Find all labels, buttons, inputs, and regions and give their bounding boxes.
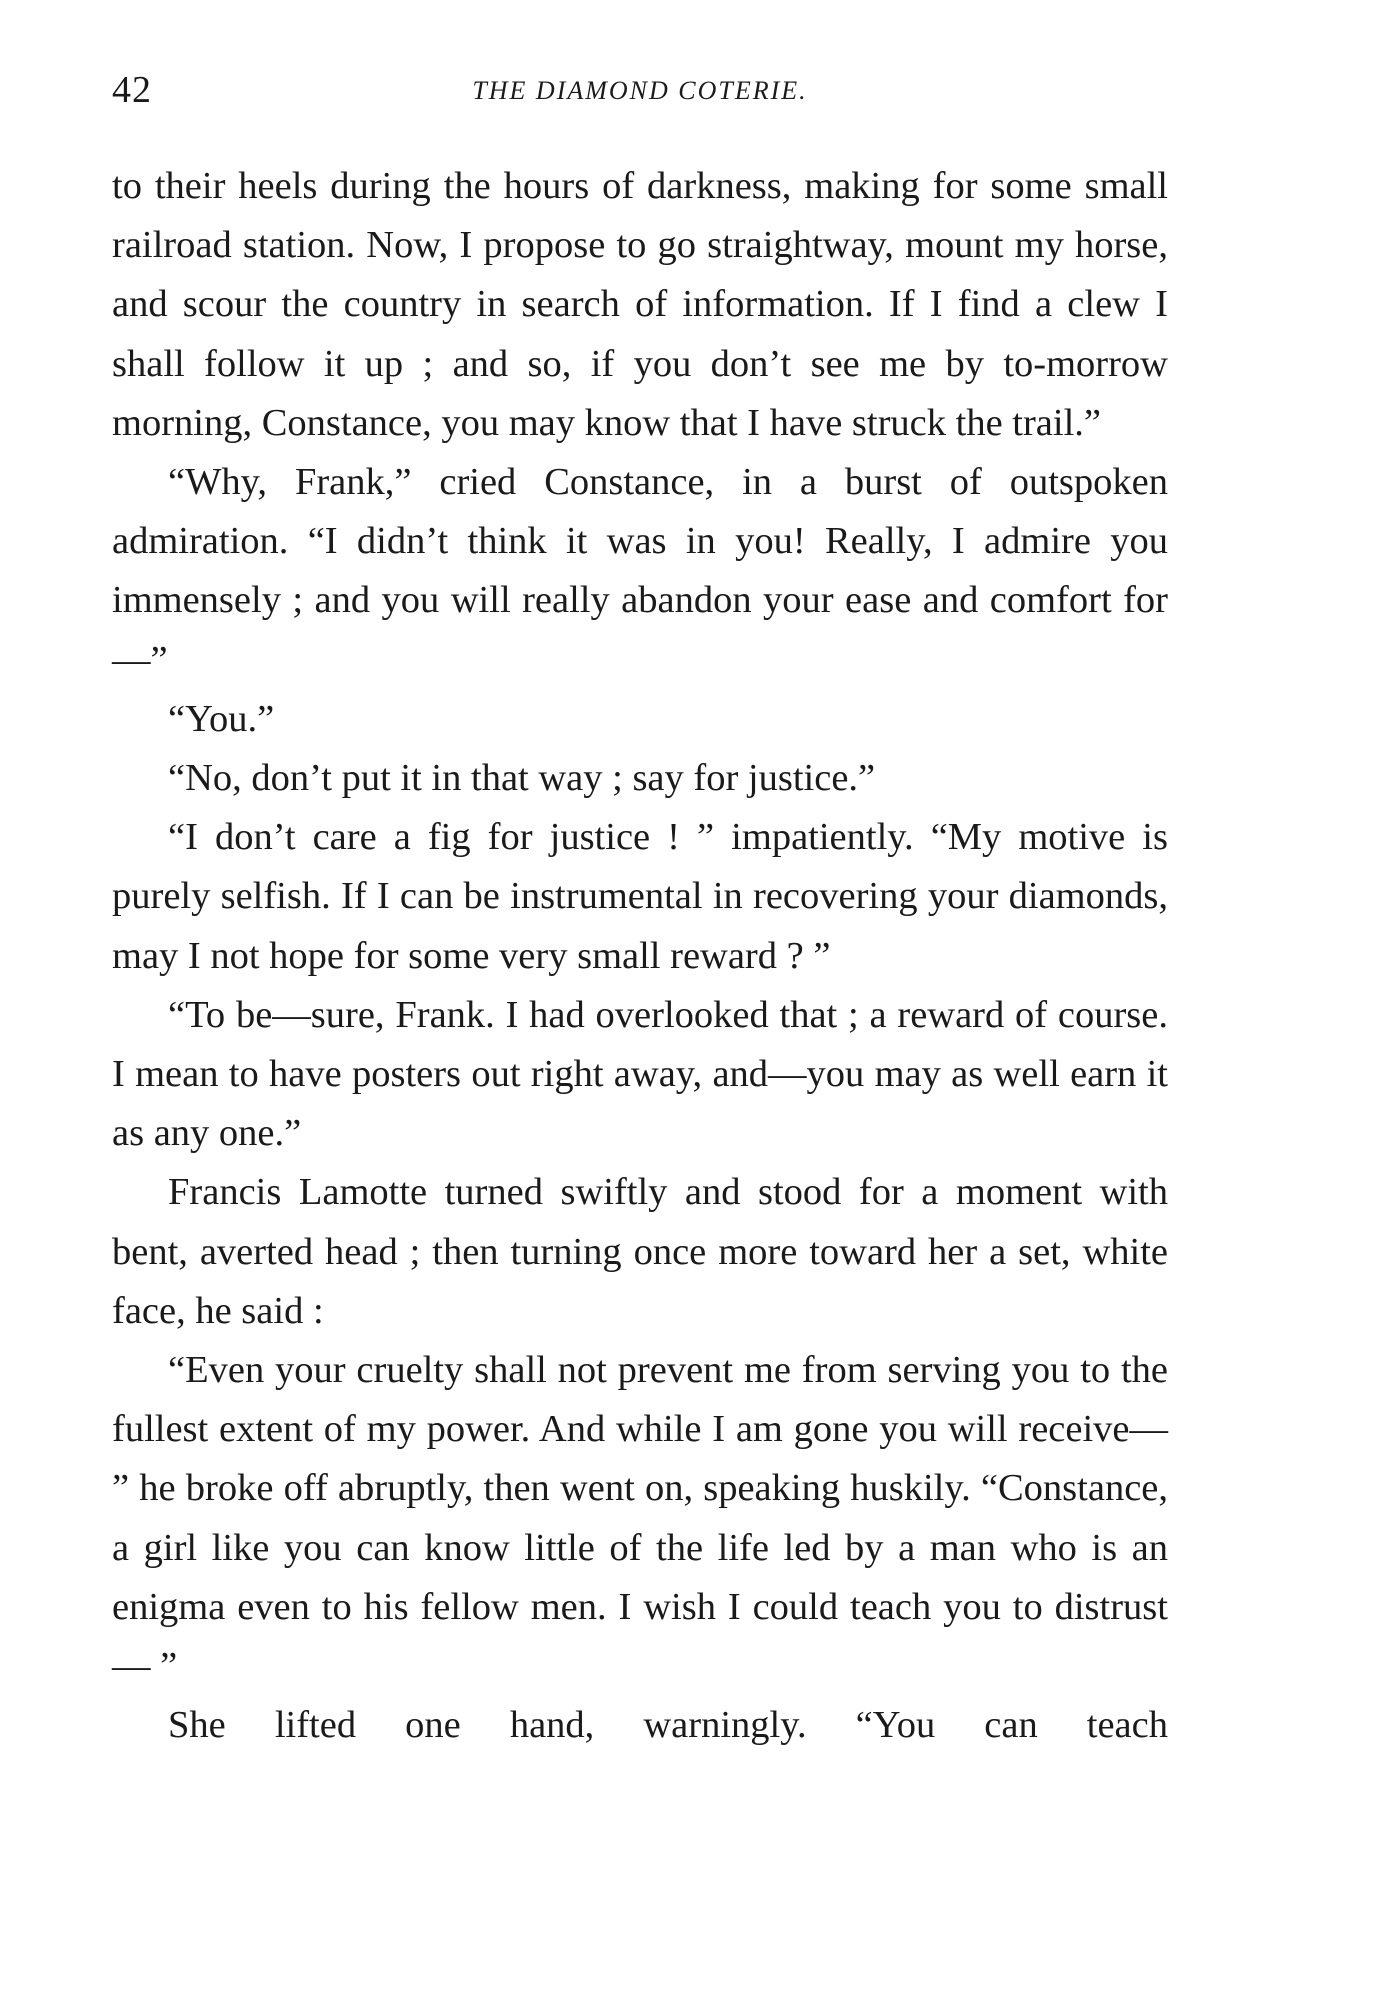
page-number: 42 (112, 69, 152, 111)
paragraph: She lifted one hand, warningly. “You can teach (168, 1704, 1168, 1747)
running-title: THE DIAMOND COTERIE. (472, 76, 808, 105)
paragraph: to their heels during the hours of darkness, making for some small railroad station. Now, I propose to go straightway, mount my horse, and scour the country in search of information. If I find a clew I shall follow it up ; and so, if you don’t see me by to-morrow morning, Constance, you may know that I have struck the trail.” (112, 165, 1168, 444)
paragraph: “You.” (168, 697, 275, 740)
paragraph: “Even your cruelty shall not prevent me from serving you to the fullest extent of my power. And while I am gone you will receive— ” he broke off abruptly, then went on, speaking huskily. “Constance, a girl like you can know little of the life led by a man who is an enigma even to his fellow men. I wish I could teach you to distrust— ” (112, 1349, 1168, 1688)
paragraph: “To be—sure, Frank. I had overlooked that ; a reward of course. I mean to have posters out right away, and—you may as well earn it as any one.” (112, 993, 1168, 1155)
paragraph: Francis Lamotte turned swiftly and stood for a moment with bent, averted head ; then turning once more toward her a set, white face, he said : (112, 1171, 1168, 1332)
paragraph: “No, don’t put it in that way ; say for justice.” (168, 757, 876, 800)
body-text (112, 157, 1168, 1755)
paragraph: “Why, Frank,” cried Constance, in a burst of outspoken admiration. “I didn’t think it was in you! Really, I admire you immensely ; and you will really abandon your ease and comfort for—” (112, 461, 1168, 681)
running-head (112, 68, 1168, 128)
paragraph: “I don’t care a fig for justice ! ” impatiently. “My motive is purely selfish. If I can be instrumental in recovering your diamonds, may I not hope for some very small reward ? ” (112, 816, 1168, 977)
